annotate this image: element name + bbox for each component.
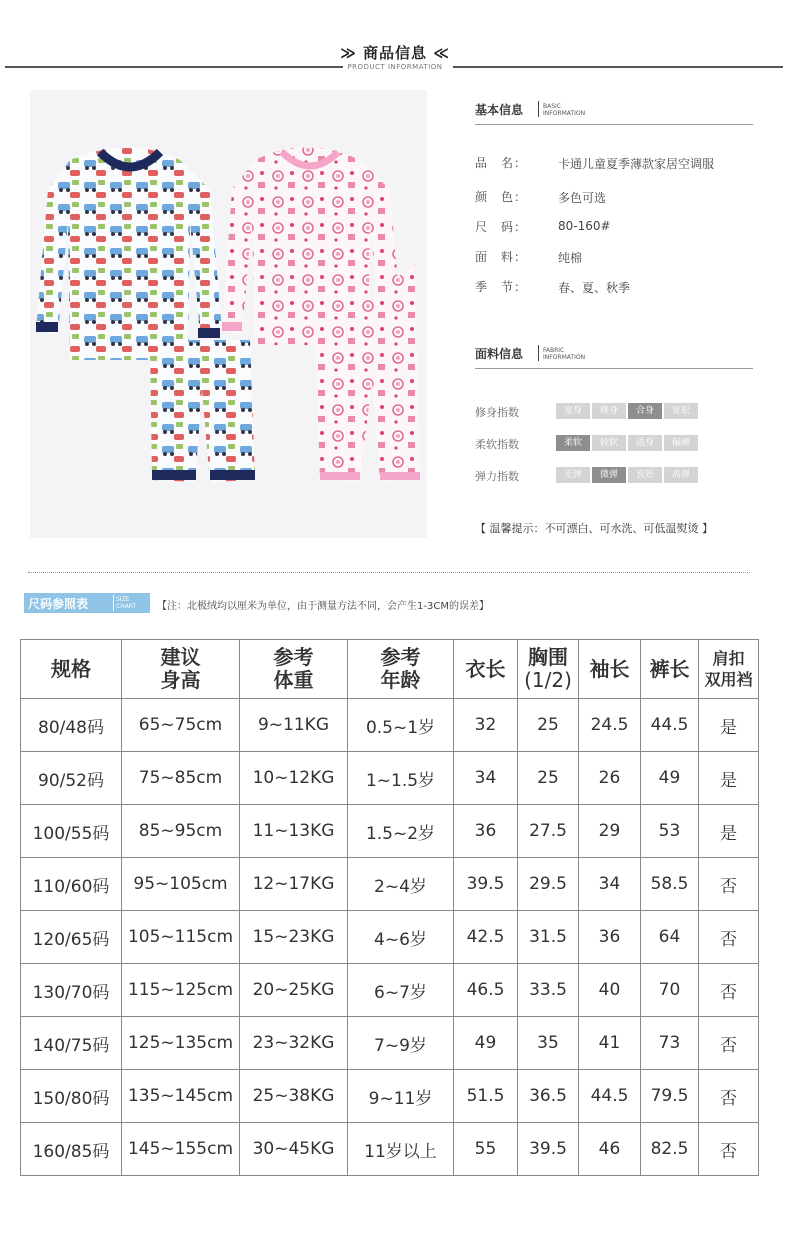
table-row [21,1017,759,1070]
table-cell: 46 [579,1123,641,1176]
title-separator [538,345,539,361]
info-value-size: 80-160# [558,219,611,233]
info-value-name: 卡通儿童夏季薄款家居空调服 [558,157,715,171]
table-cell: 1.5~2岁 [348,805,454,858]
table-cell: 42.5 [454,911,518,964]
rating-chip-selected: 柔软 [556,435,590,451]
table-cell: 25 [518,752,579,805]
table-cell: 11~13KG [240,805,348,858]
dotted-divider [28,572,750,573]
table-cell: 125~135cm [122,1017,240,1070]
table-cell: 36 [454,805,518,858]
table-cell: 26 [579,752,641,805]
header-cell: 参考 年龄 [348,640,454,699]
table-cell: 53 [641,805,699,858]
rating-row-elasticity [556,467,698,483]
table-cell: 49 [454,1017,518,1070]
table-cell: 75~85cm [122,752,240,805]
table-cell: 25 [518,699,579,752]
pajama-sets-illustration [30,90,427,538]
table-cell: 110/60码 [21,858,122,911]
table-cell: 是 [699,805,759,858]
rating-chip: 宽身 [556,403,590,419]
rating-chip: 无弹 [556,467,590,483]
table-row [21,911,759,964]
info-label-color: 颜 色： [475,190,528,204]
table-row [21,964,759,1017]
table-cell: 4~6岁 [348,911,454,964]
header-cell: 衣长 [454,640,518,699]
table-cell: 2~4岁 [348,858,454,911]
table-cell: 160/85码 [21,1123,122,1176]
care-tip: 【 温馨提示：不可漂白、可水洗、可低温熨烫 】 [475,522,713,535]
rating-label-softness: 柔软指数 [475,438,519,451]
table-cell: 30~45KG [240,1123,348,1176]
table-cell: 33.5 [518,964,579,1017]
table-cell: 35 [518,1017,579,1070]
table-cell: 否 [699,1070,759,1123]
table-cell: 20~25KG [240,964,348,1017]
rating-chip: 较软 [592,435,626,451]
header-cell: 裤长 [641,640,699,699]
table-cell: 6~7岁 [348,964,454,1017]
table-cell: 25~38KG [240,1070,348,1123]
info-value-season: 春、夏、秋季 [558,281,631,295]
table-cell: 34 [454,752,518,805]
table-row [21,805,759,858]
product-photo [30,90,427,538]
table-cell: 27.5 [518,805,579,858]
table-cell: 44.5 [579,1070,641,1123]
rating-chip-selected: 合身 [628,403,662,419]
table-cell: 82.5 [641,1123,699,1176]
table-cell: 39.5 [518,1123,579,1176]
table-cell: 是 [699,752,759,805]
size-chart-table [20,639,759,1176]
rating-chip: 适身 [628,435,662,451]
table-cell: 105~115cm [122,911,240,964]
table-cell: 135~145cm [122,1070,240,1123]
table-cell: 29.5 [518,858,579,911]
divider [475,368,753,369]
table-cell: 29 [579,805,641,858]
divider [475,124,753,125]
table-cell: 40 [579,964,641,1017]
table-cell: 130/70码 [21,964,122,1017]
table-cell: 46.5 [454,964,518,1017]
table-cell: 150/80码 [21,1070,122,1123]
table-row [21,752,759,805]
table-cell: 58.5 [641,858,699,911]
table-cell: 85~95cm [122,805,240,858]
table-cell: 1~1.5岁 [348,752,454,805]
size-chart-badge-label: 尺码参照表 [28,597,89,611]
header-cell: 肩扣 双用裆 [699,640,759,699]
table-cell: 0.5~1岁 [348,699,454,752]
info-label-fabric: 面 料： [475,250,528,264]
rating-chip: 偏硬 [664,435,698,451]
badge-separator [113,595,114,611]
header-cell: 袖长 [579,640,641,699]
table-cell: 否 [699,1017,759,1070]
info-label-season: 季 节： [475,280,528,294]
table-cell: 115~125cm [122,964,240,1017]
rating-chip-selected: 微弹 [592,467,626,483]
rating-chip: 修身 [592,403,626,419]
table-row [21,1123,759,1176]
table-cell: 9~11KG [240,699,348,752]
size-chart-note: 【注：北极绒均以厘米为单位，由于测量方法不同，会产生1-3CM的误差】 [157,601,489,612]
table-cell: 否 [699,858,759,911]
table-cell: 34 [579,858,641,911]
rating-chip: 高弹 [664,467,698,483]
table-cell: 是 [699,699,759,752]
table-cell: 否 [699,1123,759,1176]
rating-row-softness [556,435,698,451]
rating-chip: 宽松 [664,403,698,419]
table-cell: 12~17KG [240,858,348,911]
table-cell: 11岁以上 [348,1123,454,1176]
table-cell: 140/75码 [21,1017,122,1070]
table-cell: 90/52码 [21,752,122,805]
table-cell: 39.5 [454,858,518,911]
rating-chip: 良好 [628,467,662,483]
table-cell: 否 [699,911,759,964]
table-cell: 51.5 [454,1070,518,1123]
table-cell: 73 [641,1017,699,1070]
rating-row-fit [556,403,698,419]
table-cell: 31.5 [518,911,579,964]
table-cell: 55 [454,1123,518,1176]
info-label-name: 品 名： [475,156,528,170]
rating-label-elasticity: 弹力指数 [475,470,519,483]
size-chart-badge-en: SIZE CHART [116,596,137,610]
table-cell: 120/65码 [21,911,122,964]
header-cell: 参考 体重 [240,640,348,699]
table-cell: 23~32KG [240,1017,348,1070]
table-body [21,699,759,1176]
header-cell: 建议 身高 [122,640,240,699]
table-cell: 32 [454,699,518,752]
table-row [21,1070,759,1123]
table-cell: 79.5 [641,1070,699,1123]
table-cell: 100/55码 [21,805,122,858]
fabric-info-title: 面料信息 [475,347,524,361]
table-cell: 41 [579,1017,641,1070]
title-separator [538,101,539,117]
header-cell: 胸围 (1/2) [518,640,579,699]
table-cell: 80/48码 [21,699,122,752]
table-cell: 否 [699,964,759,1017]
table-cell: 36.5 [518,1070,579,1123]
header-cell: 规格 [21,640,122,699]
table-cell: 70 [641,964,699,1017]
fabric-info-en: FABRIC INFORMATION [543,347,586,361]
table-cell: 24.5 [579,699,641,752]
table-row [21,858,759,911]
table-cell: 9~11岁 [348,1070,454,1123]
table-cell: 64 [641,911,699,964]
table-cell: 49 [641,752,699,805]
table-cell: 15~23KG [240,911,348,964]
table-cell: 10~12KG [240,752,348,805]
table-cell: 44.5 [641,699,699,752]
section-title: ≫ 商品信息 ≪ [340,44,450,62]
table-row [21,699,759,752]
table-cell: 65~75cm [122,699,240,752]
table-cell: 36 [579,911,641,964]
info-value-color: 多色可选 [558,191,607,205]
info-label-size: 尺 码： [475,220,528,234]
table-cell: 145~155cm [122,1123,240,1176]
table-header-row [21,640,759,699]
table-cell: 95~105cm [122,858,240,911]
rating-label-fit: 修身指数 [475,406,519,419]
table-cell: 7~9岁 [348,1017,454,1070]
info-value-fabric: 纯棉 [558,251,583,265]
basic-info-en: BASIC INFORMATION [543,103,586,117]
section-subtitle: PRODUCT INFORMATION [347,63,443,71]
basic-info-title: 基本信息 [475,103,524,117]
